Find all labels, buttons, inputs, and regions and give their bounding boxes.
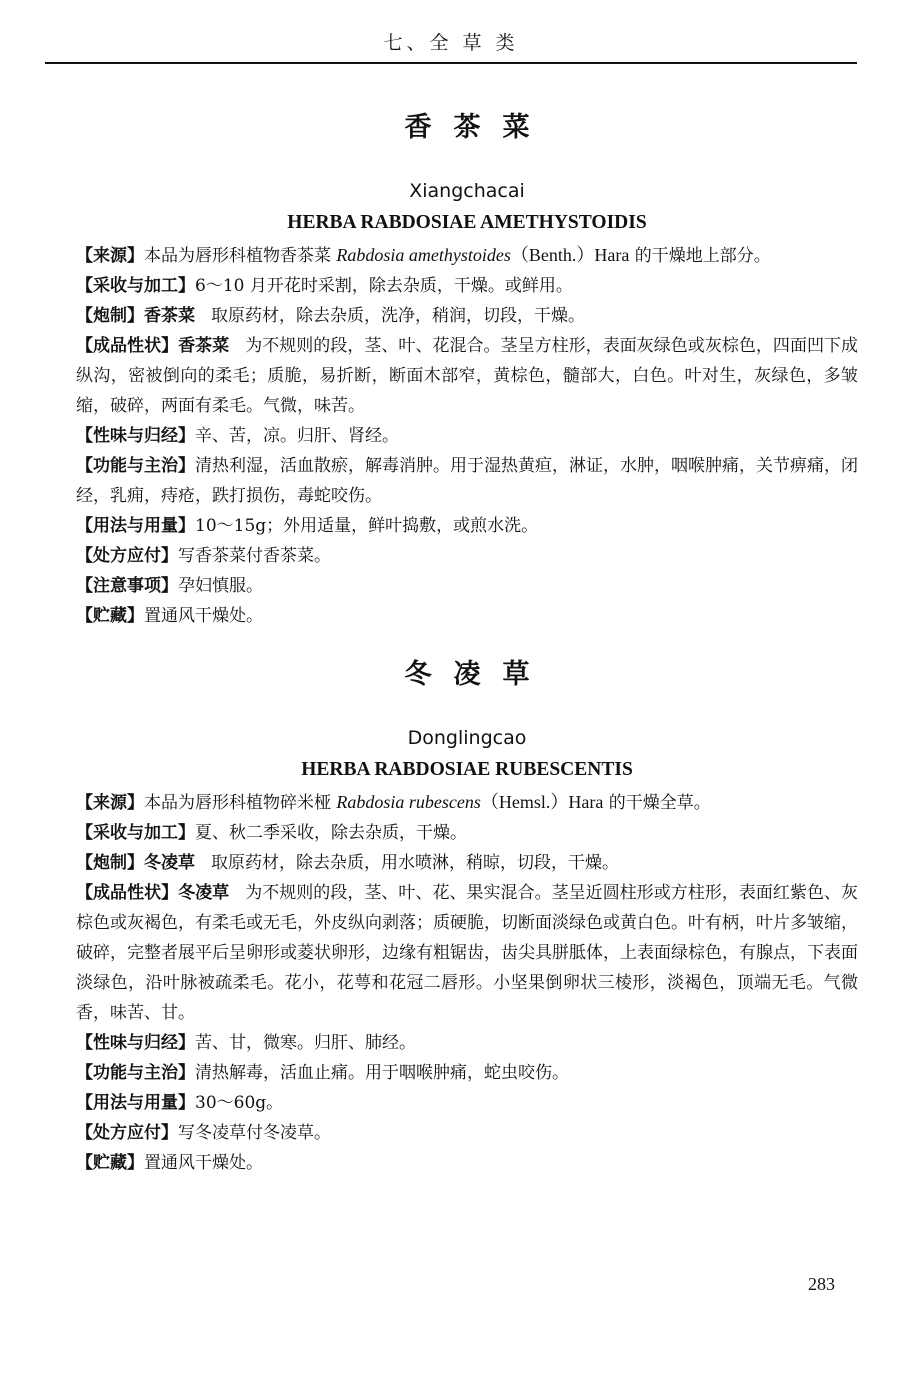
processing-subhead: 香茶菜 <box>144 306 195 326</box>
storage-label: 【贮藏】 <box>76 1153 144 1173</box>
species-authority: （Hemsl.）Hara <box>480 792 604 812</box>
dosage-text: 10～15g；外用适量，鲜叶捣敷，或煎水洗。 <box>195 516 539 536</box>
source-text: 本品为唇形科植物香茶菜 <box>144 246 337 266</box>
prescription-label: 【处方应付】 <box>76 546 178 566</box>
nature-label: 【性味与归经】 <box>76 426 195 446</box>
entry-xiangchacai <box>76 108 858 631</box>
entry-pinyin: Xiangchacai <box>409 180 525 202</box>
processing-paragraph <box>76 848 858 878</box>
dosage-paragraph <box>76 511 858 541</box>
header-rule <box>45 62 857 64</box>
page-content <box>76 108 858 1178</box>
appearance-paragraph <box>76 878 858 1028</box>
harvest-label: 【采收与加工】 <box>76 276 195 296</box>
source-tail: 的干燥全草。 <box>603 793 711 813</box>
entry-pinyin: Donglingcao <box>407 727 527 749</box>
source-paragraph <box>76 240 858 271</box>
function-text: 清热利湿，活血散瘀，解毒消肿。用于湿热黄疸，淋证，水肿，咽喉肿痛，关节痹痛，闭经，乳痈，痔疮，跌打损伤，毒蛇咬伤。 <box>76 456 858 506</box>
harvest-label: 【采收与加工】 <box>76 823 195 843</box>
source-label: 【来源】 <box>76 793 144 813</box>
nature-label: 【性味与归经】 <box>76 1033 195 1053</box>
caution-paragraph <box>76 571 858 601</box>
harvest-text: 6～10 月开花时采割，除去杂质，干燥。或鲜用。 <box>195 276 573 296</box>
nature-paragraph <box>76 1028 858 1058</box>
prescription-label: 【处方应付】 <box>76 1123 178 1143</box>
source-text: 本品为唇形科植物碎米桠 <box>144 793 337 813</box>
appearance-label: 【成品性状】 <box>76 336 179 356</box>
entry-donglingcao <box>76 655 858 1178</box>
appearance-subhead: 冬凌草 <box>178 883 230 903</box>
running-header: 七、全 草 类 <box>383 32 519 54</box>
processing-label: 【炮制】 <box>76 306 144 326</box>
function-label: 【功能与主治】 <box>76 456 195 476</box>
dosage-label: 【用法与用量】 <box>76 516 195 536</box>
processing-text: 取原药材，除去杂质，用水喷淋，稍晾，切段，干燥。 <box>211 853 619 873</box>
harvest-paragraph <box>76 271 858 301</box>
processing-paragraph <box>76 301 858 331</box>
entry-latin-name: HERBA RABDOSIAE RUBESCENTIS <box>301 759 633 780</box>
entry-title: 香茶菜 <box>404 112 552 143</box>
storage-paragraph <box>76 1148 858 1178</box>
appearance-paragraph <box>76 331 858 421</box>
processing-label: 【炮制】 <box>76 853 144 873</box>
prescription-text: 写香茶菜付香茶菜。 <box>178 546 331 566</box>
entry-latin-name: HERBA RABDOSIAE AMETHYSTOIDIS <box>287 212 647 233</box>
processing-subhead: 冬凌草 <box>144 853 195 873</box>
nature-paragraph <box>76 421 858 451</box>
source-paragraph <box>76 787 858 818</box>
caution-label: 【注意事项】 <box>76 576 178 596</box>
function-paragraph <box>76 451 858 511</box>
storage-paragraph <box>76 601 858 631</box>
nature-text: 辛、苦，凉。归肝、肾经。 <box>195 426 399 446</box>
appearance-label: 【成品性状】 <box>76 883 179 903</box>
species-name: Rabdosia rubescens <box>336 792 481 812</box>
dosage-text: 30～60g。 <box>195 1093 284 1113</box>
source-tail: 的干燥地上部分。 <box>629 246 771 266</box>
appearance-subhead: 香茶菜 <box>178 336 230 356</box>
nature-text: 苦、甘，微寒。归肝、肺经。 <box>195 1033 416 1053</box>
page-number: 283 <box>808 1274 835 1294</box>
function-label: 【功能与主治】 <box>76 1063 195 1083</box>
appearance-text: 为不规则的段，茎、叶、花混合。茎呈方柱形，表面灰绿色或灰棕色，四面凹下成纵沟，密被倒向的柔毛；质脆，易折断，断面木部窄，黄棕色，髓部大，白色。叶对生，灰绿色，多皱缩，破碎，两面有柔毛。气微，味苦。 <box>76 336 859 416</box>
storage-label: 【贮藏】 <box>76 606 144 626</box>
species-authority: （Benth.）Hara <box>510 245 630 265</box>
harvest-text: 夏、秋二季采收，除去杂质，干燥。 <box>195 823 467 843</box>
dosage-paragraph <box>76 1088 858 1118</box>
processing-text: 取原药材，除去杂质，洗净，稍润，切段，干燥。 <box>211 306 585 326</box>
storage-text: 置通风干燥处。 <box>144 606 263 626</box>
storage-text: 置通风干燥处。 <box>144 1153 263 1173</box>
species-name: Rabdosia amethystoides <box>336 245 511 265</box>
prescription-text: 写冬凌草付冬凌草。 <box>178 1123 331 1143</box>
harvest-paragraph <box>76 818 858 848</box>
prescription-paragraph <box>76 541 858 571</box>
prescription-paragraph <box>76 1118 858 1148</box>
source-label: 【来源】 <box>76 246 144 266</box>
function-text: 清热解毒，活血止痛。用于咽喉肿痛，蛇虫咬伤。 <box>195 1063 569 1083</box>
appearance-text: 为不规则的段，茎、叶、花、果实混合。茎呈近圆柱形或方柱形，表面红紫色、灰棕色或灰褐色，有柔毛或无毛，外皮纵向剥落；质硬脆，切断面淡绿色或黄白色。叶有柄，叶片多皱缩，破碎，完整者展平后呈卵形或菱状卵形，边缘有粗锯齿，齿尖具胼胝体，上表面绿棕色，有腺点，下表面淡绿色，沿叶脉被疏柔毛。花小，花萼和花冠二唇形。小坚果倒卵状三棱形，淡褐色，顶端无毛。气微香，味苦、甘。 <box>76 883 859 1023</box>
dosage-label: 【用法与用量】 <box>76 1093 195 1113</box>
caution-text: 孕妇慎服。 <box>178 576 263 596</box>
function-paragraph <box>76 1058 858 1088</box>
entry-title: 冬凌草 <box>404 659 552 690</box>
